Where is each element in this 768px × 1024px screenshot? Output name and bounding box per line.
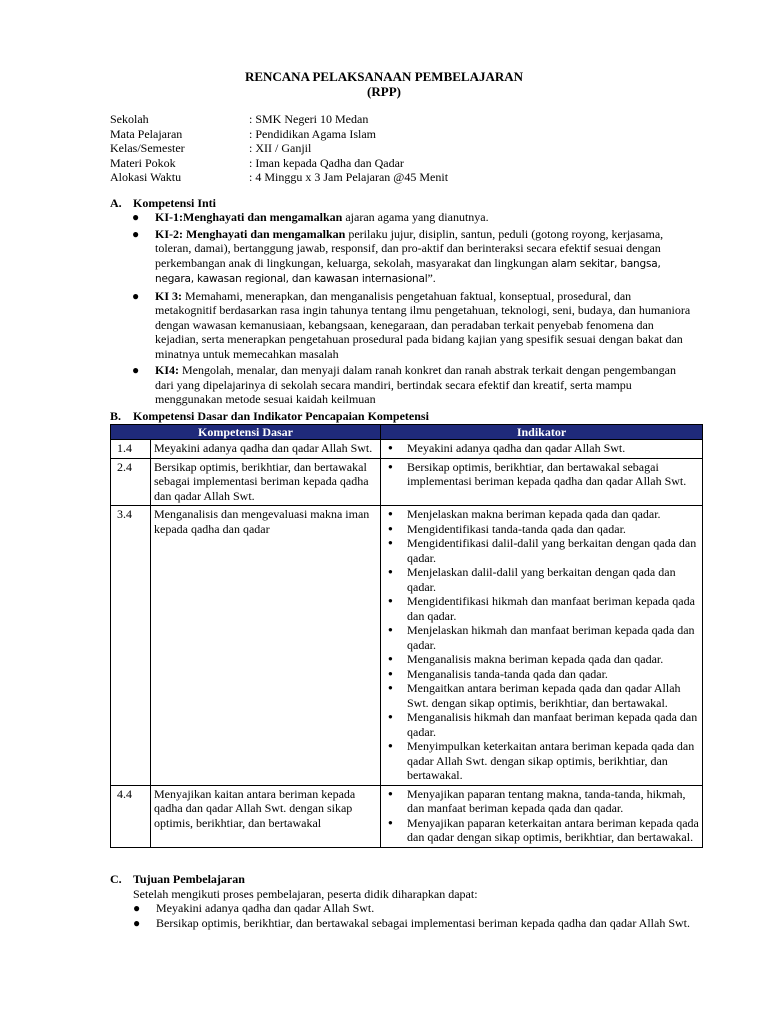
- bullet-icon: ●: [388, 683, 393, 692]
- kd-number: 1.4: [111, 440, 151, 459]
- table-row: [111, 440, 703, 459]
- indikator-item: ● Mengaitkan antara beriman kepada qada dan qadar Allah Swt. dengan sikap optimis, berikhtiar, dan bertawakal.: [388, 681, 681, 710]
- header-indikator: Indikator: [381, 425, 703, 440]
- kd-text: Bersikap optimis, berikhtiar, dan bertawakal sebagai implementasi beriman kepada qadha dan qadar Allah Swt.: [151, 458, 381, 506]
- list-item: ● Meyakini adanya qadha dan qadar Allah Swt.: [133, 901, 375, 915]
- kompetensi-inti-list: [132, 210, 692, 409]
- indikator-item: ● Bersikap optimis, berikhtiar, dan bertawakal sebagai implementasi beriman kepada qadha dan qadar Allah Swt.: [388, 459, 687, 488]
- indikator-item: ● Mengidentifikasi tanda-tanda qada dan qadar.: [388, 521, 626, 536]
- table-row: [111, 785, 703, 847]
- bullet-icon: ●: [388, 596, 393, 605]
- indikator-item: ● Menjelaskan hikmah dan manfaat beriman kepada qada dan qadar.: [388, 623, 695, 652]
- bullet-icon: ●: [388, 567, 393, 576]
- section-c-heading: C. Tujuan Pembelajaran: [110, 872, 245, 886]
- info-label: Kelas/Semester: [110, 141, 185, 156]
- table-row: [111, 506, 703, 786]
- bullet-icon: ●: [388, 538, 393, 547]
- indikator-item: ● Menjelaskan dalil-dalil yang berkaitan dengan qada dan qadar.: [388, 565, 676, 594]
- indikator-item: ● Meyakini adanya qadha dan qadar Allah Swt.: [388, 441, 626, 455]
- indikator-cell: [381, 785, 703, 847]
- list-item: ● KI-2: Menghayati dan mengamalkan perilaku jujur, disiplin, santun, peduli (gotong royong, kerjasama, toleran, damai), bertanggung jawab, responsif, dan pro-aktif dan berinteraksi secara efektif sesuai dengan perkembangan anak di lingkungan, keluarga, sekolah, masyarakat dan lingkungan alam sekitar, bangsa, negara, kawasan regional, dan kawasan internasional”.: [132, 226, 664, 285]
- indikator-item: ● Menyajikan paparan keterkaitan antara beriman kepada qada dan qadar dengan sikap optimis, berikhtiar, dan bertawakal.: [388, 815, 699, 844]
- indikator-item: ● Menyajikan paparan tentang makna, tanda-tanda, hikmah, dan manfaat beriman kepada qada dan qadar.: [388, 786, 686, 815]
- section-b-heading: B. Kompetensi Dasar dan Indikator Pencapaian Kompetensi: [110, 409, 429, 423]
- info-label: Mata Pelajaran: [110, 126, 183, 141]
- kd-number: 3.4: [111, 506, 151, 786]
- info-row-sekolah: [110, 112, 448, 127]
- bullet-icon: ●: [388, 523, 393, 533]
- info-label: Materi Pokok: [110, 155, 176, 170]
- bullet-icon: ●: [388, 443, 393, 452]
- kd-number: 4.4: [111, 785, 151, 847]
- bullet-icon: ●: [133, 901, 141, 915]
- list-item: ● Bersikap optimis, berikhtiar, dan bertawakal sebagai implementasi beriman kepada qadha dan qadar Allah Swt.: [133, 915, 691, 930]
- bullet-icon: ●: [132, 226, 140, 241]
- list-item: ● KI 3: Memahami, menerapkan, dan menganalisis pengetahuan faktual, konseptual, prosedural, dan metakognitif berdasarkan rasa ingin tahunya tentang ilmu pengetahuan, teknologi, seni, budaya, dan humaniora dengan wawasan kemanusiaan, kebangsaan, kenegaraan, dan peradaban terkait penyebab fenomena dan kejadian, serta menerapkan pengetahuan prosedural pada bidang kajian yang spesifik sesuai dengan bakat dan minatnya untuk memecahkan masalah: [132, 288, 691, 361]
- info-row-mapel: [110, 127, 448, 142]
- bullet-icon: ●: [133, 915, 141, 930]
- info-value: : 4 Minggu x 3 Jam Pelajaran @45 Menit: [249, 170, 449, 185]
- bullet-icon: ●: [388, 817, 393, 827]
- info-value: : SMK Negeri 10 Medan: [249, 112, 369, 126]
- header-kompetensi-dasar: Kompetensi Dasar: [111, 425, 381, 440]
- page-subtitle: (RPP): [367, 84, 401, 99]
- bullet-icon: ●: [388, 712, 393, 721]
- page-title: RENCANA PELAKSANAAN PEMBELAJARAN: [244, 69, 524, 84]
- table-row: [111, 458, 703, 506]
- bullet-icon: ●: [388, 509, 393, 518]
- bullet-icon: ●: [388, 741, 393, 750]
- kd-text: Menyajikan kaitan antara beriman kepada qadha dan qadar Allah Swt. dengan sikap optimis, berikhtiar, dan bertawakal: [151, 785, 381, 847]
- bullet-icon: ●: [132, 210, 140, 224]
- bullet-icon: ●: [388, 654, 393, 663]
- tujuan-list: [110, 901, 710, 930]
- info-row-materi: [110, 156, 448, 171]
- kd-number: 2.4: [111, 458, 151, 506]
- bullet-icon: ●: [388, 461, 393, 471]
- kompetensi-dasar-table: [110, 424, 703, 848]
- section-a-heading: A. Kompetensi Inti: [110, 196, 217, 210]
- bullet-icon: ●: [388, 668, 393, 678]
- indikator-item: ● Menyimpulkan keterkaitan antara beriman kepada qada dan qadar Allah Swt. dengan sikap optimis, berikhtiar, dan bertawakal.: [388, 739, 695, 782]
- indikator-item: ● Menjelaskan makna beriman kepada qada dan qadar.: [388, 507, 661, 521]
- list-item: ● KI4: Mengolah, menalar, dan menyaji dalam ranah konkret dan ranah abstrak terkait dengan pengembangan dari yang dipelajarinya di sekolah secara mandiri, bertindak secara efektif dan kreatif, serta mampu menggunakan metode sesuai kaidah keilmuan: [132, 363, 676, 406]
- info-value: : Iman kepada Qadha dan Qadar: [249, 155, 404, 170]
- indikator-item: ● Menganalisis tanda-tanda qada dan qadar.: [388, 666, 608, 681]
- bullet-icon: ●: [132, 288, 140, 303]
- indikator-cell: [381, 458, 703, 506]
- kd-text: Menganalisis dan mengevaluasi makna iman kepada qadha dan qadar: [151, 506, 381, 786]
- section-c-intro: Setelah mengikuti proses pembelajaran, peserta didik diharapkan dapat:: [133, 886, 478, 901]
- info-row-kelas: [110, 141, 448, 156]
- info-row-alokasi: [110, 170, 448, 185]
- bullet-icon: ●: [388, 625, 393, 634]
- list-item: ● KI-1:Menghayati dan mengamalkan ajaran agama yang dianutnya.: [132, 210, 489, 224]
- indikator-item: ● Mengidentifikasi hikmah dan manfaat beriman kepada qada dan qadar.: [388, 594, 695, 623]
- identity-block: [110, 112, 448, 185]
- indikator-item: ● Menganalisis makna beriman kepada qada dan qadar.: [388, 652, 664, 666]
- indikator-cell: [381, 440, 703, 459]
- indikator-item: ● Menganalisis hikmah dan manfaat beriman kepada qada dan qadar.: [388, 710, 698, 739]
- indikator-cell: [381, 506, 703, 786]
- info-label: Sekolah: [110, 112, 149, 126]
- table-header-row: [111, 425, 703, 440]
- kd-text: Meyakini adanya qadha dan qadar Allah Swt.: [151, 440, 381, 459]
- info-label: Alokasi Waktu: [110, 170, 182, 185]
- info-value: : Pendidikan Agama Islam: [249, 126, 376, 141]
- bullet-icon: ●: [388, 788, 393, 798]
- bullet-icon: ●: [132, 363, 140, 377]
- section-c: [110, 872, 710, 930]
- indikator-item: ● Mengidentifikasi dalil-dalil yang berkaitan dengan qada dan qadar.: [388, 536, 697, 565]
- info-value: : XII / Ganjil: [249, 141, 312, 156]
